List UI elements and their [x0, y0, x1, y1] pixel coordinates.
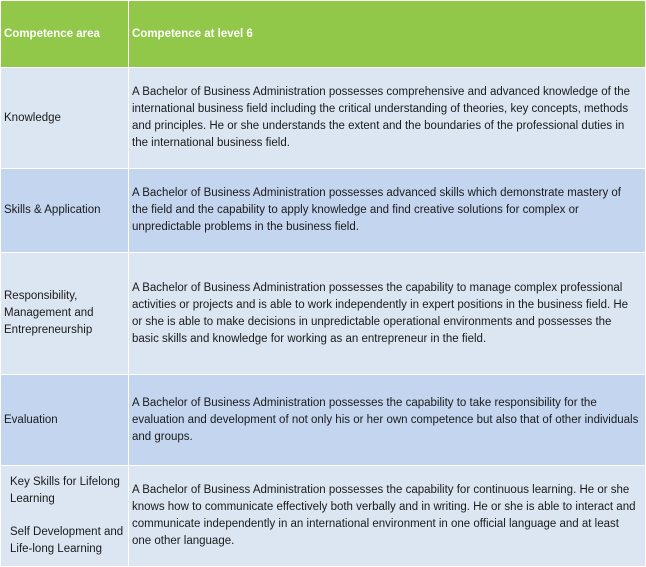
table-row-responsibility	[1, 253, 646, 375]
competence-description-cell: A Bachelor of Business Administration possesses comprehensive and advanced knowledge of the international business field including the critical understanding of theories, key concepts, methods and principles. He or she understands the extent and the boundaries of the professional duties in the international business field.	[129, 68, 646, 169]
competence-area-cell: Knowledge	[1, 68, 129, 169]
competence-description-cell: A Bachelor of Business Administration possesses the capability to manage complex professional activities or projects and is able to work independently in expert positions in the business field. He or she is able to make decisions in unpredictable operational environments and possesses the basic skills and knowledge for working as an entrepreneur in the field.	[129, 253, 646, 375]
table-row-key-skills	[1, 466, 646, 567]
header-competence-area: Competence area	[1, 1, 129, 68]
key-skills-label: Key Skills for Lifelong Learning	[10, 476, 120, 505]
table-row-evaluation	[1, 375, 646, 466]
competence-description-cell: A Bachelor of Business Administration possesses the capability for continuous learning. He or she knows how to communicate effectively both verbally and in writing. He or she is able to interact and communicate independently in an international environment in one official language and at least one other language.	[129, 466, 646, 567]
competence-description-cell: A Bachelor of Business Administration possesses the capability to take responsibility for the evaluation and development of not only his or her own competence but also that of other individuals and groups.	[129, 375, 646, 466]
header-competence-level: Competence at level 6	[129, 1, 646, 68]
competence-area-cell: Responsibility, Management and Entrepreneurship	[1, 253, 129, 375]
table-row-skills	[1, 169, 646, 253]
competence-area-cell	[1, 466, 129, 567]
competence-area-cell: Evaluation	[1, 375, 129, 466]
competence-description-cell: A Bachelor of Business Administration possesses advanced skills which demonstrate mastery of the field and the capability to apply knowledge and find creative solutions for complex or unpredictable problems in the business field.	[129, 169, 646, 253]
table-header-row	[1, 1, 646, 68]
self-development-label: Self Development and Life-long Learning	[10, 526, 124, 555]
table-row-knowledge	[1, 68, 646, 169]
competence-area-cell: Skills & Application	[1, 169, 129, 253]
